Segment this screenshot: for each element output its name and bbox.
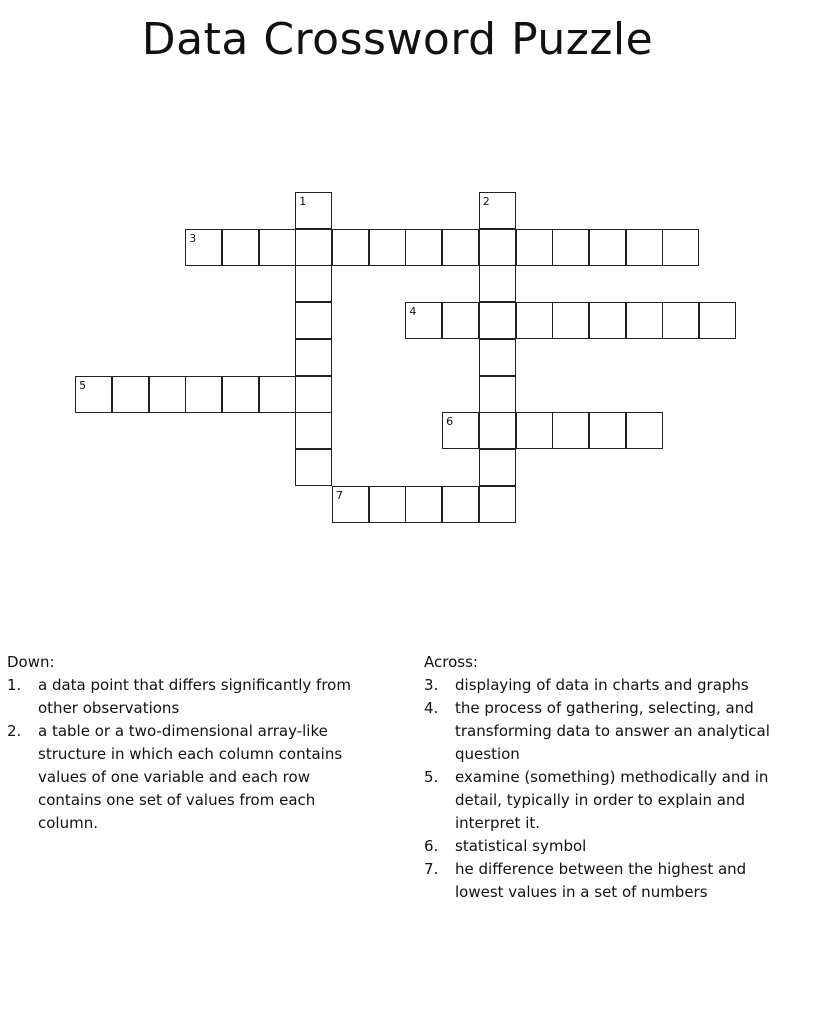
crossword-cell[interactable]	[589, 302, 626, 339]
cell-number: 4	[409, 305, 417, 319]
crossword-cell[interactable]	[405, 302, 442, 339]
across-clue-list	[424, 674, 794, 904]
clue-across-3	[424, 674, 794, 697]
crossword-cell[interactable]	[442, 302, 479, 339]
crossword-cell[interactable]	[405, 229, 442, 266]
crossword-cell[interactable]	[699, 302, 736, 339]
crossword-cell[interactable]	[149, 376, 186, 413]
crossword-cell[interactable]	[442, 486, 479, 523]
clue-number: 5.	[424, 768, 439, 786]
crossword-cell[interactable]	[222, 229, 259, 266]
cell-number: 6	[446, 415, 454, 429]
crossword-cell[interactable]	[516, 229, 553, 266]
crossword-cell[interactable]	[295, 376, 332, 413]
crossword-cell[interactable]	[259, 376, 296, 413]
crossword-cell[interactable]	[295, 339, 332, 376]
clue-across-5	[424, 766, 794, 835]
crossword-cell[interactable]	[185, 229, 222, 266]
crossword-cell[interactable]	[626, 412, 663, 449]
crossword-cell[interactable]	[479, 486, 516, 523]
clue-number: 1.	[7, 676, 22, 694]
across-heading: Across:	[424, 653, 478, 671]
crossword-cell[interactable]	[332, 229, 369, 266]
cell-number: 2	[482, 195, 490, 208]
clue-down-1	[7, 674, 367, 720]
crossword-cell[interactable]	[589, 412, 626, 449]
crossword-cell[interactable]	[516, 302, 553, 339]
crossword-cell[interactable]	[479, 339, 516, 376]
crossword-cell[interactable]	[112, 376, 149, 413]
crossword-cell[interactable]	[479, 412, 516, 449]
crossword-cell[interactable]	[295, 229, 332, 266]
clue-text: statistical symbol	[455, 837, 587, 855]
cell-number: 7	[336, 488, 343, 502]
clue-text: a data point that differs significantly from other observations	[38, 676, 351, 717]
cell-number: 1	[299, 195, 307, 208]
crossword-cell[interactable]	[295, 449, 332, 486]
clue-text: examine (something) methodically and in detail, typically in order to explain and interpret it.	[455, 768, 769, 832]
crossword-cell[interactable]	[662, 302, 699, 339]
crossword-cell[interactable]	[332, 486, 369, 523]
cell-number: 3	[189, 231, 197, 245]
down-clues	[7, 651, 367, 835]
crossword-cell[interactable]	[295, 192, 332, 229]
clue-across-4	[424, 697, 794, 766]
crossword-cell[interactable]	[479, 376, 516, 413]
crossword-cell[interactable]	[552, 302, 589, 339]
crossword-cell[interactable]	[259, 229, 296, 266]
crossword-cell[interactable]	[479, 302, 516, 339]
down-heading: Down:	[7, 653, 55, 671]
clue-across-6	[424, 835, 794, 858]
crossword-cell[interactable]	[479, 192, 516, 229]
crossword-cell[interactable]	[662, 229, 699, 266]
page-title: Data Crossword Puzzle	[141, 14, 654, 65]
crossword-cell[interactable]	[369, 229, 406, 266]
crossword-cell[interactable]	[442, 229, 479, 266]
crossword-cell[interactable]	[75, 376, 112, 413]
crossword-cell[interactable]	[442, 412, 479, 449]
crossword-cell[interactable]	[479, 265, 516, 302]
across-clues	[424, 651, 794, 904]
crossword-cell[interactable]	[589, 229, 626, 266]
clue-number: 3.	[424, 676, 439, 694]
crossword-cell[interactable]	[626, 302, 663, 339]
clue-text: he difference between the highest and lowest values in a set of numbers	[455, 860, 747, 901]
crossword-cell[interactable]	[295, 302, 332, 339]
crossword-cell[interactable]	[405, 486, 442, 523]
clue-text: displaying of data in charts and graphs	[455, 676, 749, 694]
clue-number: 2.	[7, 722, 22, 740]
crossword-cell[interactable]	[552, 229, 589, 266]
crossword-cell[interactable]	[516, 412, 553, 449]
clue-text: the process of gathering, selecting, and transforming data to answer an analytical question	[455, 699, 770, 763]
clue-number: 6.	[424, 837, 439, 855]
crossword-cell[interactable]	[369, 486, 406, 523]
crossword-cell[interactable]	[185, 376, 222, 413]
crossword-cell[interactable]	[552, 412, 589, 449]
crossword-cell[interactable]	[626, 229, 663, 266]
crossword-cell[interactable]	[222, 376, 259, 413]
cell-number: 5	[79, 378, 87, 392]
clue-text: a table or a two-dimensional array-like structure in which each column contains values of one variable and each row contains one set of values from each column.	[38, 722, 343, 832]
crossword-cell[interactable]	[295, 412, 332, 449]
clue-down-2	[7, 720, 367, 835]
crossword-cell[interactable]	[479, 449, 516, 486]
clue-number: 7.	[424, 860, 439, 878]
clue-across-7	[424, 858, 794, 904]
crossword-cell[interactable]	[295, 265, 332, 302]
clue-number: 4.	[424, 699, 439, 717]
crossword-cell[interactable]	[479, 229, 516, 266]
down-clue-list	[7, 674, 367, 835]
